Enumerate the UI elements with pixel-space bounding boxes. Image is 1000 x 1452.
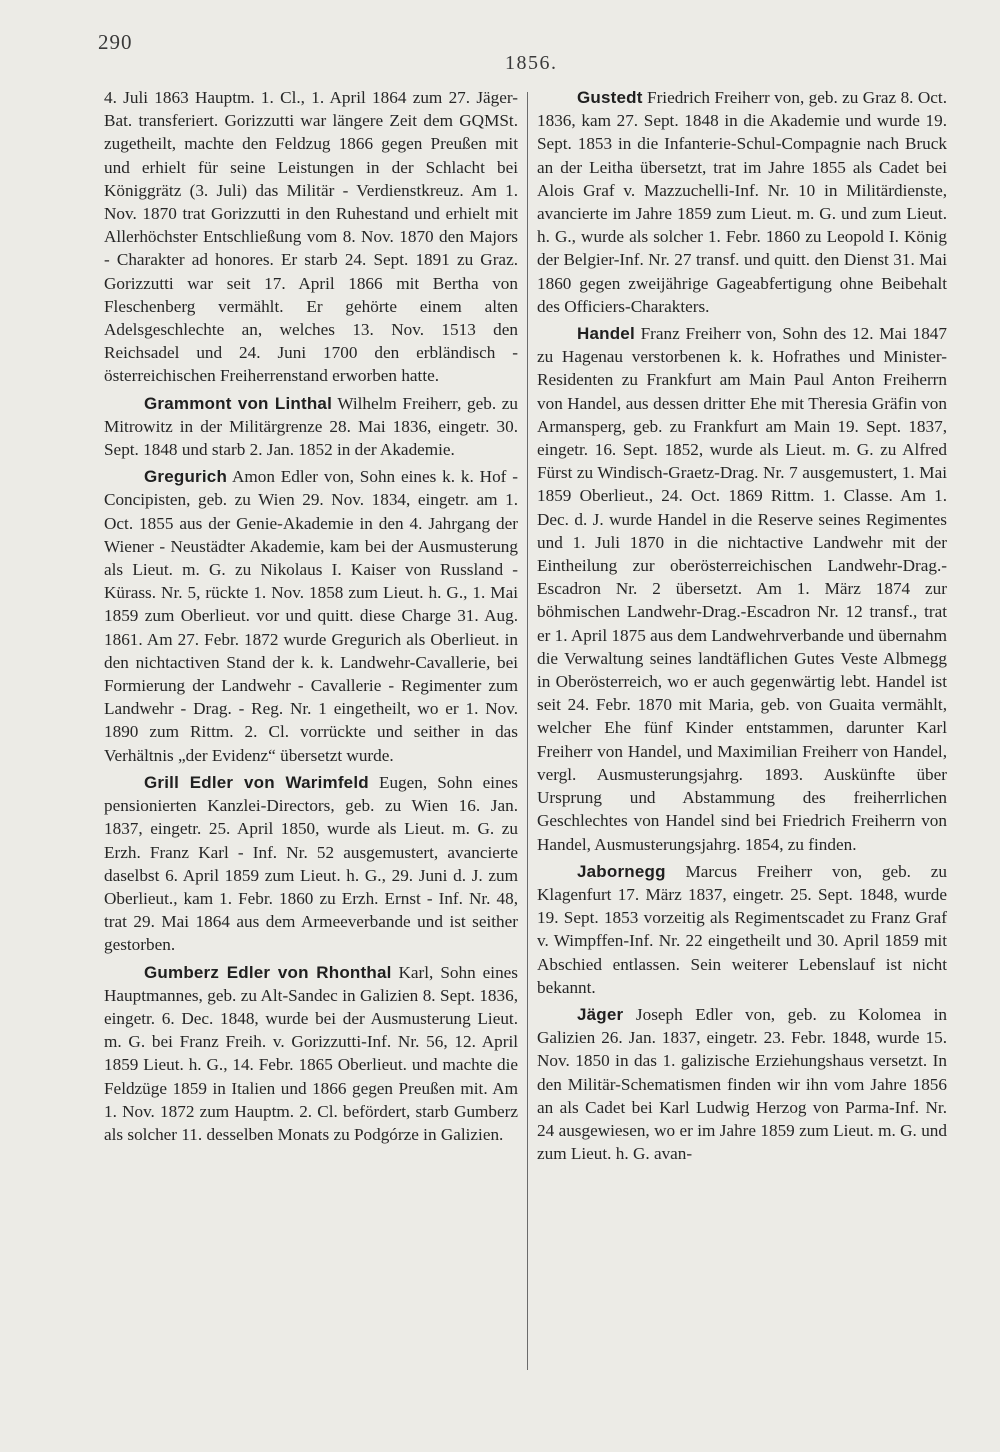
- entry-jaeger: [537, 1003, 947, 1165]
- right-column: [537, 86, 947, 1169]
- page-year-heading: 1856.: [505, 52, 558, 74]
- entry-name: Jäger: [577, 1004, 624, 1024]
- entry-grill: [104, 771, 518, 957]
- entry-name: Handel: [577, 324, 635, 344]
- entry-text: Wilhelm Freiherr, geb. zu Mitrowitz in der Militärgrenze 28. Mai 1836, eingetr. 30. Sept. 1848 und starb 2. Jan. 1852 in der Akademie.: [104, 393, 518, 460]
- entry-gorizzutti-continued: [104, 86, 518, 388]
- entry-text: Joseph Edler von, geb. zu Kolomea in Galizien 26. Jan. 1837, eingetr. 23. Febr. 1848, wurde 15. Nov. 1850 in das 1. galizische Erziehungshaus versetzt. In den Militär-Schematismen finden wir ihn vom Jahre 1856 an als Cadet bei Karl Ludwig Herzog von Parma-Inf. Nr. 24 ausgewiesen, wo er im Jahre 1859 zum Lieut. m. G. und zum Lieut. h. G. avan-: [537, 1004, 947, 1164]
- entry-name: Grill Edler von Warimfeld: [144, 772, 369, 792]
- entry-gustedt: [537, 86, 947, 318]
- entry-name: Gustedt: [577, 88, 643, 107]
- entry-name: Gumberz Edler von Rhonthal: [144, 962, 392, 982]
- entry-gregurich: [104, 465, 518, 767]
- entry-grammont: [104, 392, 518, 462]
- entry-name: Jabornegg: [577, 861, 666, 881]
- entry-text: Karl, Sohn eines Hauptmannes, geb. zu Alt-Sandec in Galizien 8. Sept. 1836, eingetr. 6. Dec. 1848, wurde bei der Ausmusterung Lieut. m. G. bei Franz Freih. v. Gorizzutti-Inf. Nr. 56, 12. April 1859 Lieut. h. G., 14. Febr. 1865 Oberlieut. und machte die Feldzüge 1859 in Italien und 1866 gegen Preußen mit. Am 1. Nov. 1872 zum Hauptm. 2. Cl. befördert, starb Gumberz als solcher 11. desselben Monats zu Podgórze in Galizien.: [104, 962, 518, 1144]
- entry-name: Grammont von Linthal: [144, 393, 333, 413]
- entry-name: Gregurich: [144, 467, 228, 487]
- entry-text: 4. Juli 1863 Hauptm. 1. Cl., 1. April 1864 zum 27. Jäger-Bat. transferiert. Gorizzutti war längere Zeit dem GQMSt. zugetheilt, machte den Feldzug 1866 gegen Preußen mit und erhielt für seine Leistungen in der Schlacht bei Königgrätz (3. Juli) das Militär - Verdienstkreuz. Am 1. Nov. 1870 trat Gorizzutti in den Ruhestand und erhielt mit Allerhöchster Entschließung vom 8. Nov. 1870 den Majors - Charakter ad honores. Er starb 24. Sept. 1891 zu Graz. Gorizzutti war seit 17. April 1866 mit Bertha von Fleschenberg vermählt. Er gehörte einem alten Adelsgeschlechte an, welches 13. Nov. 1513 den Reichsadel und 24. Juni 1700 den erbländisch - österreichischen Freiherrenstand erworben hatte.: [104, 88, 518, 386]
- entry-text: Friedrich Freiherr von, geb. zu Graz 8. Oct. 1836, kam 27. Sept. 1848 in die Akademie und wurde 19. Sept. 1853 in die Infanterie-Schul-Compagnie nach Bruck an der Leitha übersetzt, trat im Jahre 1855 als Cadet bei Alois Graf v. Mazzuchelli-Inf. Nr. 10 in Militärdienste, avancierte im Jahre 1859 zum Lieut. m. G. und zum Lieut. h. G., wurde als solcher 1. Febr. 1860 zu Leopold I. König der Belgier-Inf. Nr. 27 transf. und quitt. den Dienst 31. Mai 1860 gegen zweijährige Gageabfertigung ohne Beibehalt des Officiers-Charakters.: [537, 88, 947, 316]
- column-divider: [527, 92, 528, 1370]
- entry-jabornegg: [537, 860, 947, 999]
- entry-text: Amon Edler von, Sohn eines k. k. Hof - Concipisten, geb. zu Wien 29. Nov. 1834, eingetr. am 1. Oct. 1855 aus der Genie-Akademie in den 4. Jahrgang der Wiener - Neustädter Akademie, kam bei der Ausmusterung als Lieut. m. G. zu Nikolaus I. Kaiser von Russland - Kürass. Nr. 5, rückte 1. Nov. 1858 zum Lieut. h. G., 1. Mai 1859 zum Oberlieut. vor und quitt. diese Charge 31. Aug. 1861. Am 27. Febr. 1872 wurde Gregurich als Oberlieut. in den nichtactiven Stand der k. k. Landwehr-Cavallerie, bei Formierung der Landwehr - Cavallerie - Regimenter zum Landwehr - Drag. - Reg. Nr. 1 eingetheilt, wo er 1. Nov. 1890 zum Rittm. 2. Cl. vorrückte und seither in das Verhältnis „der Evidenz“ übersetzt wurde.: [104, 467, 518, 765]
- entry-text: Marcus Freiherr von, geb. zu Klagenfurt 17. März 1837, eingetr. 25. Sept. 1848, wurde 19. Sept. 1853 vorzeitig als Regimentscadet zu Franz Graf v. Wimpffen-Inf. Nr. 22 eingetheilt und 30. April 1859 mit Abschied entlassen. Sein weiterer Lebenslauf ist nicht bekannt.: [537, 861, 947, 997]
- entry-text: Eugen, Sohn eines pensionierten Kanzlei-Directors, geb. zu Wien 16. Jan. 1837, eingetr. 25. April 1850, wurde als Lieut. m. G. zu Erzh. Franz Karl - Inf. Nr. 52 ausgemustert, avancierte daselbst 6. April 1859 zum Lieut. h. G., 29. Juni d. J. zum Oberlieut., kam 1. Febr. 1860 zu Erzh. Ernst - Inf. Nr. 48, trat 29. Mai 1864 aus dem Armeeverbande und ist seither gestorben.: [104, 772, 518, 955]
- entry-gumberz: [104, 961, 518, 1147]
- entry-handel: [537, 322, 947, 856]
- entry-text: Franz Freiherr von, Sohn des 12. Mai 1847 zu Hagenau verstorbenen k. k. Hofrathes und Minister-Residenten zu Frankfurt am Main Paul Anton Freiherrn von Handel, aus dessen dritter Ehe mit Theresia Gräfin von Armansperg, geb. zu Frankfurt am Main 19. Sept. 1837, eingetr. 16. Sept. 1852, wurde als Lieut. m. G. zu Alfred Fürst zu Windisch-Graetz-Drag. Nr. 7 ausgemustert, 1. Mai 1859 Oberlieut., 24. Oct. 1869 Rittm. 1. Classe. Am 1. Dec. d. J. wurde Handel in die Reserve seines Regimentes und 1. Juli 1870 in die nichtactive Landwehr mit der Eintheilung zur oberösterreichischen Landwehr-Drag.-Escadron Nr. 2 übersetzt. Am 1. März 1874 zur böhmischen Landwehr-Drag.-Escadron Nr. 12 transf., trat er 1. April 1875 aus dem Landwehrverbande und übernahm die Verwaltung seines landtäflichen Gutes Veste Albmegg in Oberösterreich, wo er auch gegenwärtig lebt. Handel ist seit 24. Febr. 1870 mit Maria, geb. von Guaita vermählt, welcher Ehe fünf Kinder entstammen, darunter Karl Freiherr von Handel, und Maximilian Freiherr von Handel, vergl. Ausmusterungsjahrg. 1893. Auskünfte über Ursprung und Abstammung des freiherrlichen Geschlechtes von Handel sind bei Friedrich Freiherrn von Handel, Ausmusterungsjahrg. 1854, zu finden.: [537, 324, 947, 854]
- left-column: [104, 86, 518, 1150]
- page-number: 290: [98, 30, 133, 54]
